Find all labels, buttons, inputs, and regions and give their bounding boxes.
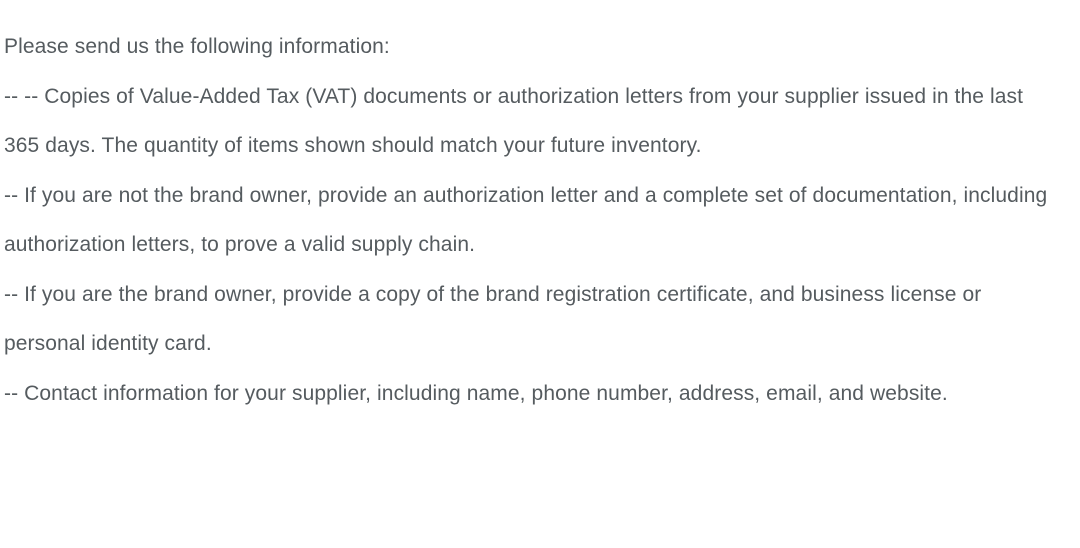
requirement-paragraph: -- Contact information for your supplier, including name, phone number, address, email, and website. (4, 381, 948, 405)
requirement-paragraph: -- If you are the brand owner, provide a copy of the brand registration certificate, and business license or personal identity card. (4, 282, 988, 355)
requirement-paragraph: -- If you are not the brand owner, provide an authorization letter and a complete set of documentation, including authorization letters, to prove a valid supply chain. (4, 183, 1054, 256)
requirement-paragraph: -- -- Copies of Value-Added Tax (VAT) documents or authorization letters from your supplier issued in the last 365 days. The quantity of items shown should match your future inventory. (4, 84, 1029, 157)
intro-paragraph: Please send us the following information: (4, 35, 390, 58)
